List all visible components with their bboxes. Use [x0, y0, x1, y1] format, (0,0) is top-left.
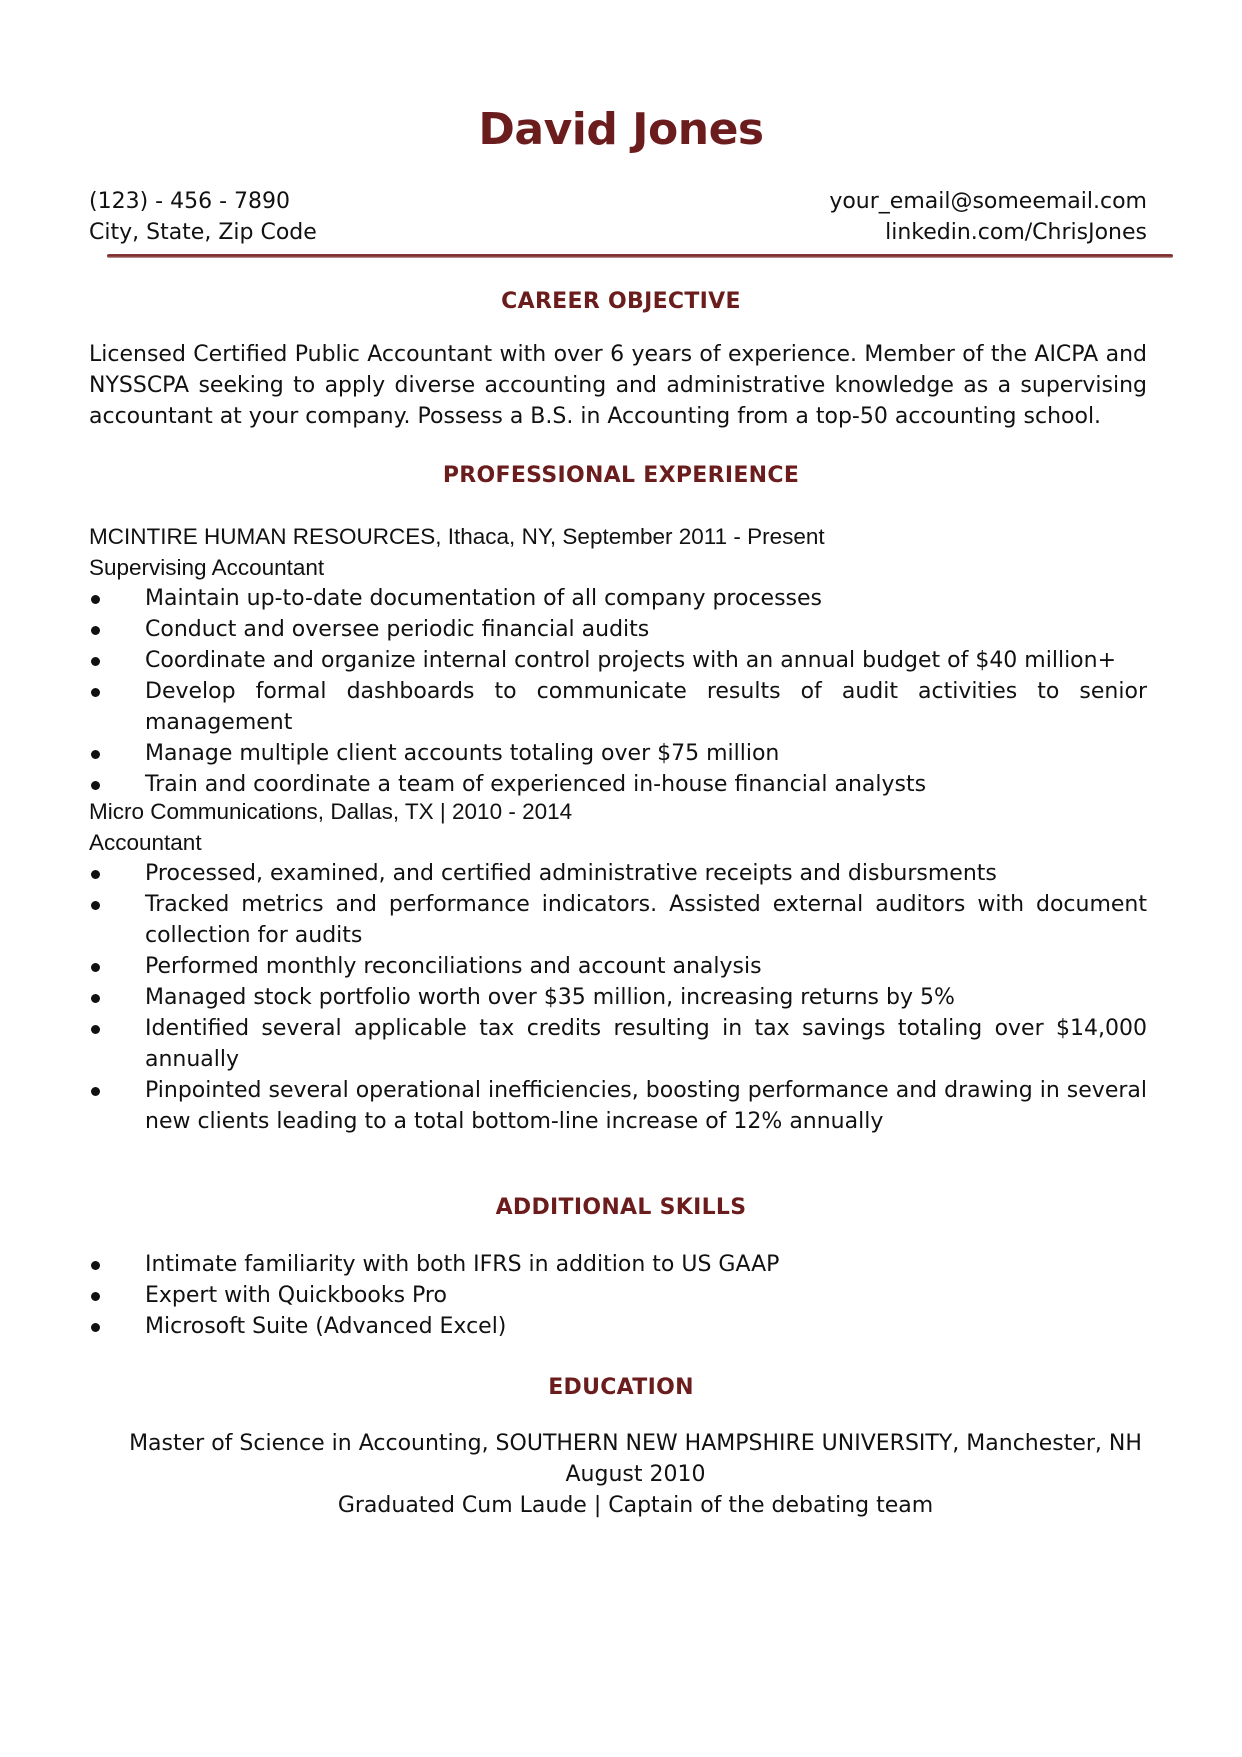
list-item [89, 1075, 1147, 1137]
skills-bullets [89, 1249, 1147, 1342]
list-item [89, 858, 1147, 889]
bullet-icon [91, 1025, 100, 1034]
additional-skills-heading: ADDITIONAL SKILLS [495, 1195, 747, 1220]
bullet-text: Manage multiple client accounts totaling over $75 million [145, 741, 780, 766]
bullet-text: Train and coordinate a team of experienced in-house financial analysts [145, 772, 927, 797]
list-item [89, 951, 1147, 982]
education-details [0, 1428, 1242, 1521]
bullet-text: Intimate familiarity with both IFRS in addition to US GAAP [145, 1252, 780, 1277]
list-item [89, 738, 1147, 769]
bullet-text: Expert with Quickbooks Pro [145, 1283, 447, 1308]
bullet-text: Microsoft Suite (Advanced Excel) [145, 1314, 507, 1339]
job-1-role: Supervising Accountant [89, 555, 325, 580]
bullet-icon [91, 750, 100, 759]
phone-number: (123) - 456 - 7890 [89, 189, 290, 214]
address: City, State, Zip Code [89, 220, 317, 245]
professional-experience-heading: PROFESSIONAL EXPERIENCE [442, 463, 800, 488]
bullet-text: Performed monthly reconciliations and account analysis [145, 954, 762, 979]
list-item [89, 889, 1147, 951]
list-item [89, 645, 1147, 676]
list-item [89, 1280, 1147, 1311]
job-2-company: Micro Communications, Dallas, TX | 2010 - 2014 [89, 799, 573, 824]
bullet-icon [91, 688, 100, 697]
bullet-icon [91, 1261, 100, 1270]
header-divider [107, 254, 1173, 258]
list-item [89, 614, 1147, 645]
bullet-icon [91, 901, 100, 910]
candidate-name: David Jones [478, 104, 764, 155]
list-item [89, 676, 1147, 738]
bullet-icon [91, 657, 100, 666]
bullet-icon [91, 781, 100, 790]
bullet-icon [91, 870, 100, 879]
list-item [89, 1311, 1147, 1342]
email-address[interactable]: your_email@someemail.com [829, 189, 1147, 214]
bullet-icon [91, 963, 100, 972]
linkedin-url[interactable]: linkedin.com/ChrisJones [885, 220, 1147, 245]
contact-right [829, 186, 1147, 248]
bullet-text: Coordinate and organize internal control projects with an annual budget of $40 million+ [145, 648, 1117, 673]
bullet-text: Identified several applicable tax credits resulting in tax savings totaling over $14,000 annually [145, 1016, 1147, 1072]
bullet-icon [91, 1323, 100, 1332]
job-1-company: MCINTIRE HUMAN RESOURCES, Ithaca, NY, September 2011 - Present [89, 524, 825, 549]
job-1-bullets [89, 583, 1147, 800]
bullet-text: Managed stock portfolio worth over $35 million, increasing returns by 5% [145, 985, 955, 1010]
bullet-text: Pinpointed several operational inefficiencies, boosting performance and drawing in several new clients leading to a total bottom-line increase of 12% annually [145, 1078, 1147, 1134]
job-2-role: Accountant [89, 830, 202, 855]
bullet-text: Develop formal dashboards to communicate results of audit activities to senior management [145, 679, 1147, 735]
career-objective-heading: CAREER OBJECTIVE [501, 289, 741, 314]
list-item [89, 982, 1147, 1013]
bullet-text: Conduct and oversee periodic financial audits [145, 617, 650, 642]
bullet-icon [91, 994, 100, 1003]
education-date: August 2010 [565, 1462, 706, 1487]
bullet-icon [91, 626, 100, 635]
education-heading: EDUCATION [548, 1375, 694, 1400]
education-honors: Graduated Cum Laude | Captain of the debating team [337, 1493, 934, 1518]
career-objective-text: Licensed Certified Public Accountant with over 6 years of experience. Member of the AICPA and NYSSCPA seeking to apply diverse accounting and administrative knowledge as a supervising accountant at your company. Possess a B.S. in Accounting from a top-50 accounting school. [89, 342, 1147, 429]
list-item [89, 1249, 1147, 1280]
bullet-text: Tracked metrics and performance indicators. Assisted external auditors with document collection for audits [145, 892, 1147, 948]
job-2-bullets [89, 858, 1147, 1137]
education-degree: Master of Science in Accounting, SOUTHERN NEW HAMPSHIRE UNIVERSITY, Manchester, NH [129, 1431, 1142, 1456]
contact-left [89, 186, 317, 248]
bullet-text: Maintain up-to-date documentation of all company processes [145, 586, 822, 611]
bullet-icon [91, 1292, 100, 1301]
list-item [89, 583, 1147, 614]
bullet-text: Processed, examined, and certified administrative receipts and disbursments [145, 861, 997, 886]
bullet-icon [91, 1087, 100, 1096]
list-item [89, 1013, 1147, 1075]
bullet-icon [91, 595, 100, 604]
